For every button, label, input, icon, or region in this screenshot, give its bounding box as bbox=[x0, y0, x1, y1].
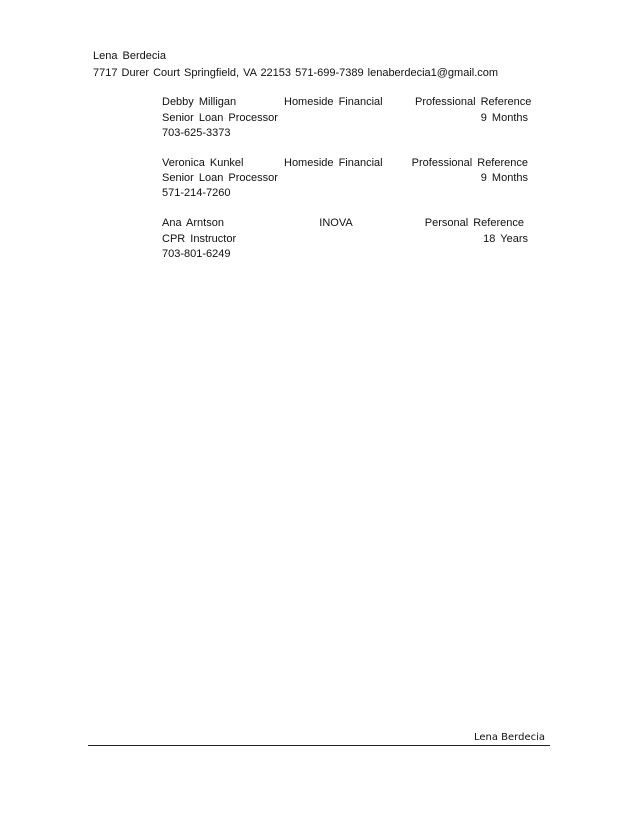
reference-organization: Homeside Financial bbox=[284, 96, 383, 108]
reference-type: Professional Reference bbox=[411, 157, 528, 169]
footer-name: Lena Berdecia bbox=[473, 732, 545, 743]
header-name: Lena Berdecia bbox=[93, 50, 166, 62]
reference-title: Senior Loan Processor bbox=[162, 112, 278, 124]
reference-name: Debby Milligan bbox=[162, 96, 237, 108]
reference-name: Ana Arntson bbox=[162, 217, 224, 229]
reference-type: Professional Reference bbox=[415, 96, 532, 108]
reference-title: CPR Instructor bbox=[162, 233, 237, 245]
header-address-line: 7717 Durer Court Springfield, VA 22153 571-699-7389 lenaberdecia1@gmail.com bbox=[93, 67, 499, 79]
reference-name: Veronica Kunkel bbox=[162, 157, 244, 169]
reference-organization: Homeside Financial bbox=[284, 157, 383, 169]
reference-duration: 9 Months bbox=[480, 172, 528, 184]
reference-organization: INOVA bbox=[319, 217, 353, 229]
reference-phone: 703-625-3373 bbox=[162, 127, 231, 139]
reference-phone: 703-801-6249 bbox=[162, 248, 231, 260]
reference-duration: 9 Months bbox=[480, 112, 528, 124]
reference-title: Senior Loan Processor bbox=[162, 172, 278, 184]
reference-phone: 571-214-7260 bbox=[162, 187, 231, 199]
reference-duration: 18 Years bbox=[483, 233, 528, 245]
footer-divider bbox=[88, 745, 550, 746]
reference-type: Personal Reference bbox=[424, 217, 524, 229]
